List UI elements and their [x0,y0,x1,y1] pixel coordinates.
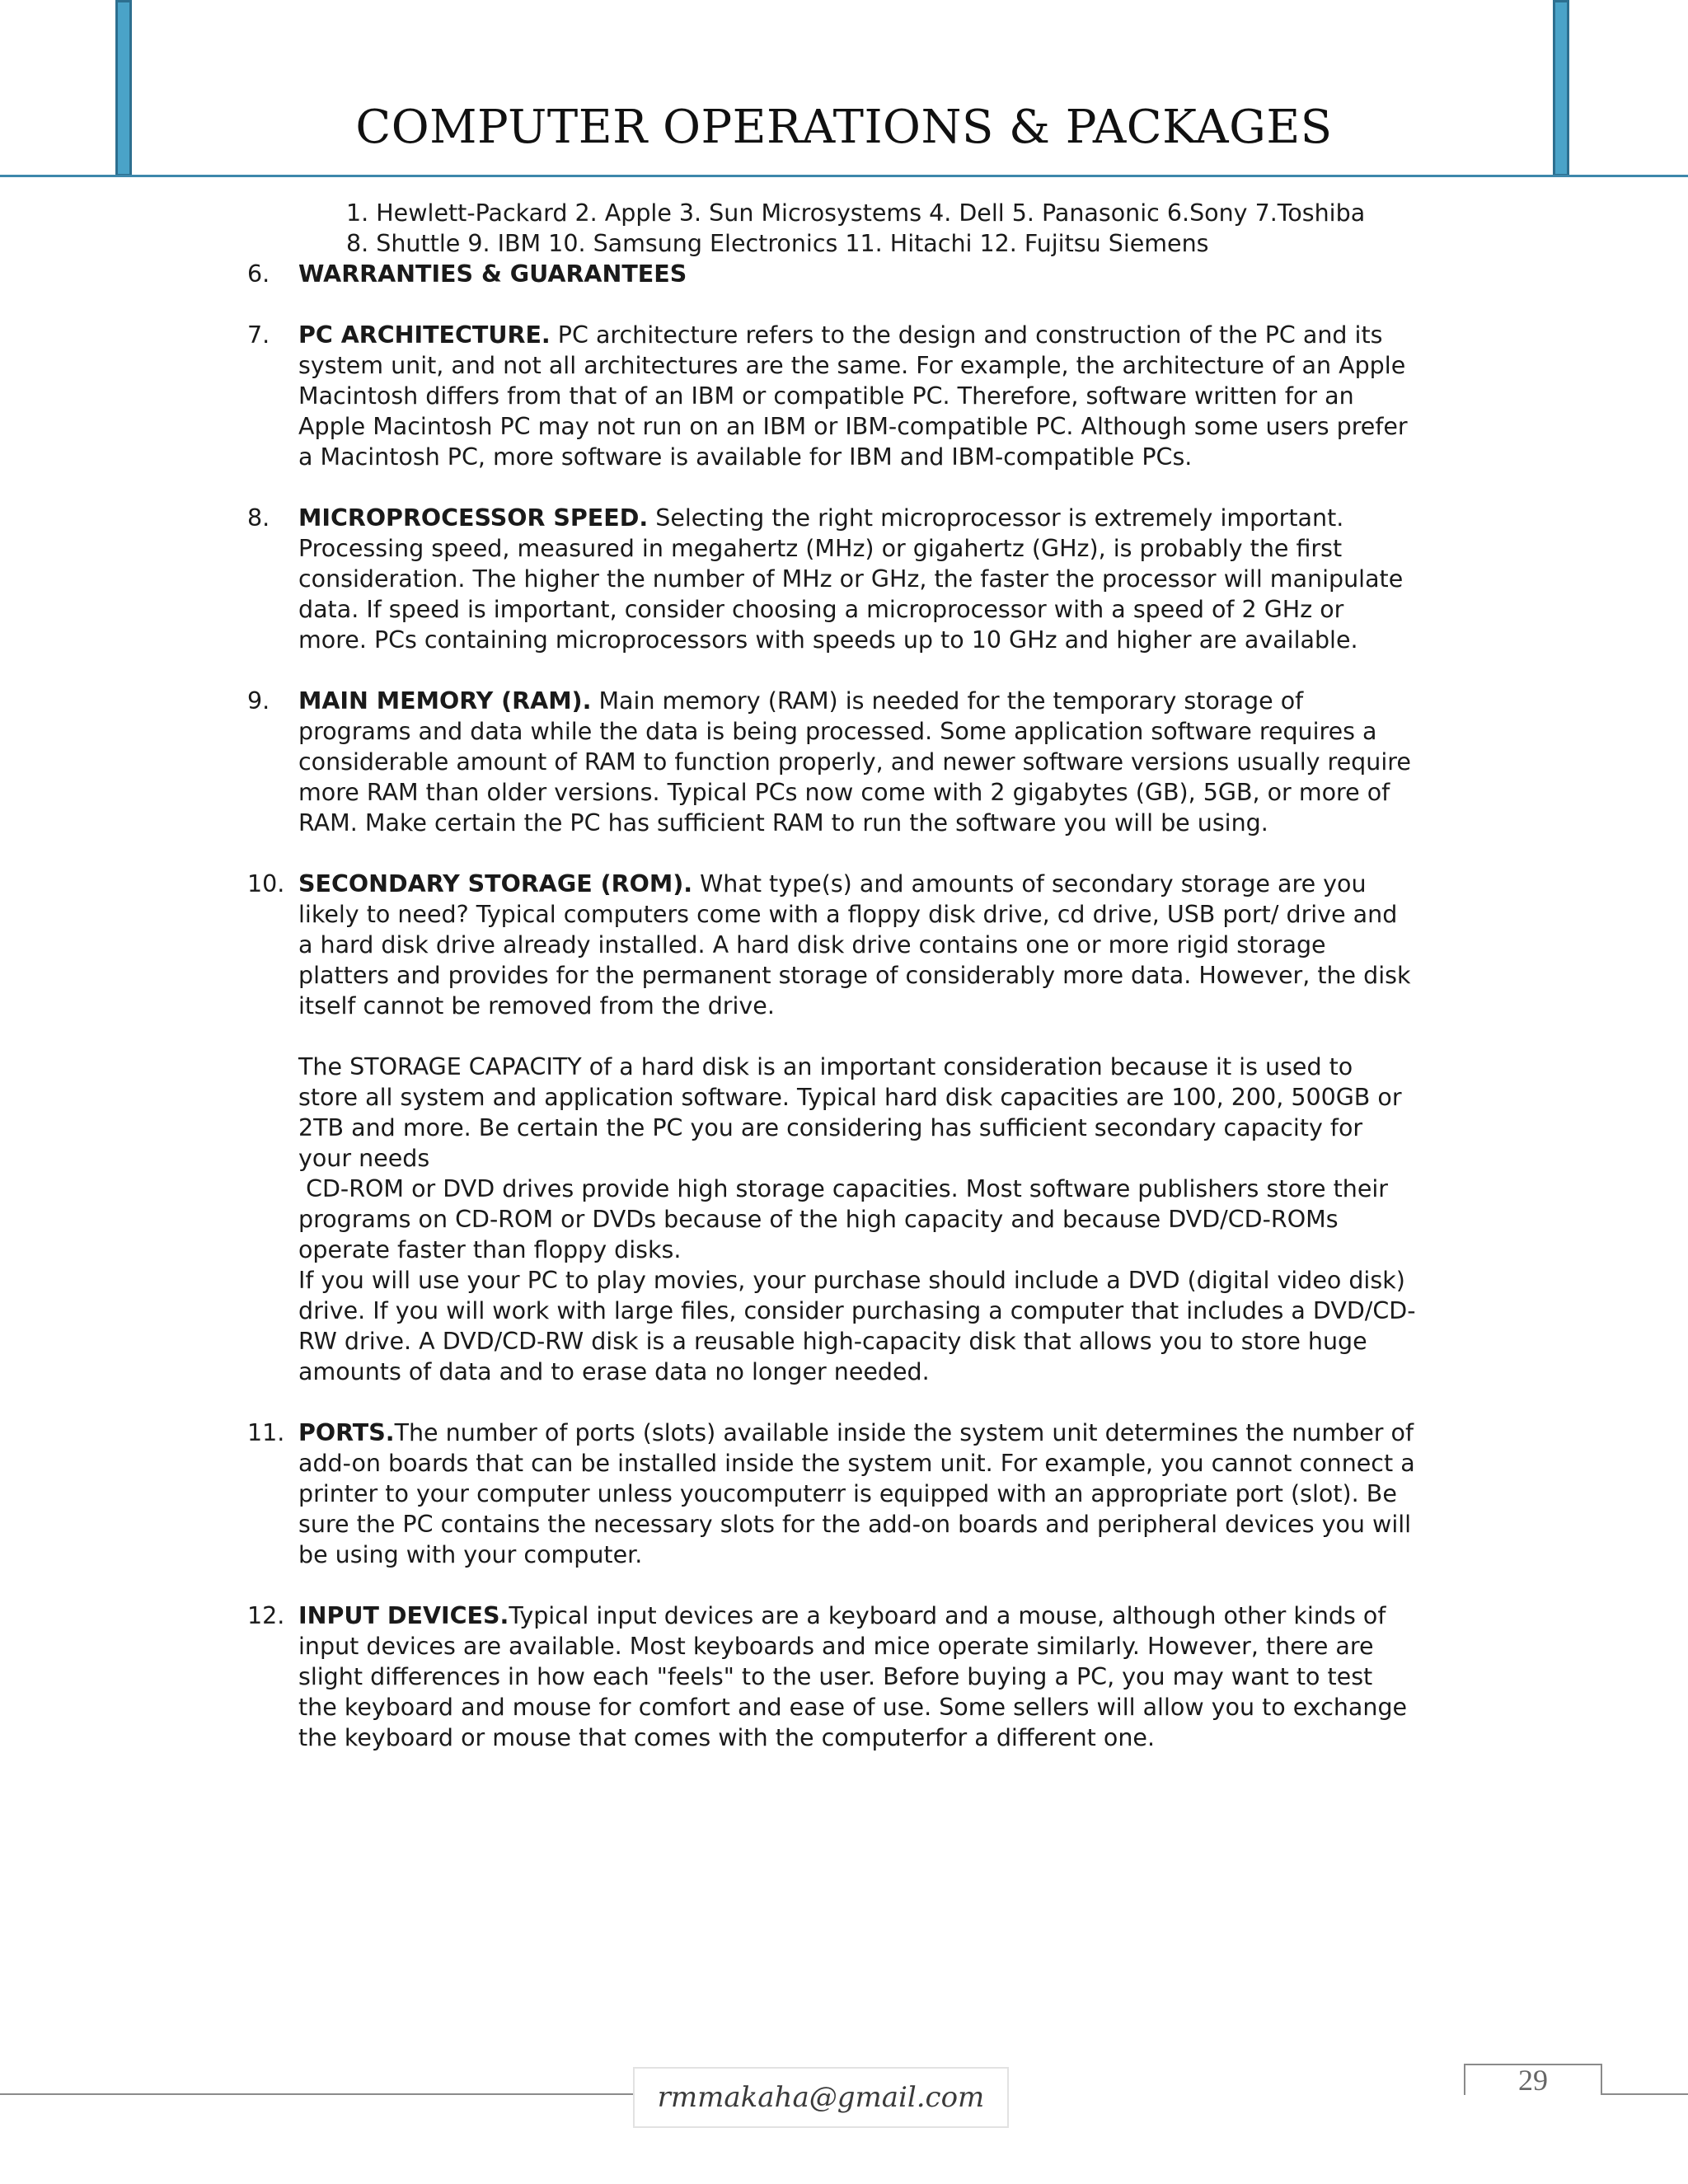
list-item-8 [247,503,1418,655]
list-item-text: The number of ports (slots) available inside the system unit determines the number of add-on boards that can be installed inside the system unit. For example, you cannot connect a printer to your computer unless youcomputerr is equipped with an appropriate port (slot). Be sure the PC contains the necessary slots for the add-on boards and peripheral devices you will be using with your computer. [298,1419,1415,1568]
list-item-12 [247,1601,1418,1753]
list-item-text: Selecting the right microprocessor is extremely important. Processing speed, measured in megahertz (MHz) or gigahertz (GHz), is probably the first consideration. The higher the number of MHz or GHz, the faster the processor will manipulate data. If speed is important, consider choosing a microprocessor with a speed of 2 GHz or more. PCs containing microprocessors with speeds up to 10 GHz and higher are available. [298,504,1404,654]
list-item-number: 9. [247,687,270,715]
list-item-number: 11. [247,1419,285,1446]
list-item-heading: INPUT DEVICES. [298,1602,509,1629]
list-item-number: 8. [247,504,270,532]
brand-list-line-2: 8. Shuttle 9. IBM 10. Samsung Electronics 11. Hitachi 12. Fujitsu Siemens [346,230,1209,257]
list-item-heading: SECONDARY STORAGE (ROM). [298,870,693,898]
brand-list [247,198,1418,259]
list-item-11 [247,1418,1418,1570]
cd-rom-paragraph: CD-ROM or DVD drives provide high storage capacities. Most software publishers store their programs on CD-ROM or DVDs because of the high capacity and because DVD/CD-ROMs operate faster than floppy disks. [298,1175,1396,1263]
list-item-heading: MAIN MEMORY (RAM). [298,687,592,715]
list-item-text: Typical input devices are a keyboard and a mouse, although other kinds of input devices are available. Most keyboards and mice operate similarly. However, there are slight differences in how each "feels" to the user. Before buying a PC, you may want to test the keyboard and mouse for comfort and ease of use. Some sellers will allow you to exchange the keyboard or mouse that comes with the computerfor a different one. [298,1602,1408,1751]
list-item-number: 10. [247,870,285,898]
footer-rule-right [1602,2093,1688,2095]
list-item-text: Main memory (RAM) is needed for the temporary storage of programs and data while the data is being processed. Some application software requires a considerable amount of RAM to function properly, and newer software versions usually require more RAM than older versions. Typical PCs now come with 2 gigabytes (GB), 5GB, or more of RAM. Make certain the PC has sufficient RAM to run the software you will be using. [298,687,1411,837]
storage-capacity-paragraph: The STORAGE CAPACITY of a hard disk is an important consideration because it is used to store all system and application software. Typical hard disk capacities are 100, 200, 500GB or 2TB and more. Be certain the PC you are considering has sufficient secondary capacity for your needs [298,1053,1402,1172]
list-item-number: 6. [247,260,270,288]
brand-list-line-1: 1. Hewlett-Packard 2. Apple 3. Sun Microsystems 4. Dell 5. Panasonic 6.Sony 7.Toshiba [346,199,1366,227]
dvd-paragraph: If you will use your PC to play movies, your purchase should include a DVD (digital video disk) drive. If you will work with large files, consider purchasing a computer that includes a DVD/CD-RW drive. A DVD/CD-RW disk is a reusable high-capacity disk that allows you to store huge amounts of data and to erase data no longer needed. [298,1267,1416,1385]
list-item-text: PC architecture refers to the design and construction of the PC and its system unit, and not all architectures are the same. For example, the architecture of an Apple Macintosh differs from that of an IBM or compatible PC. Therefore, software written for an Apple Macintosh PC may not run on an IBM or IBM-compatible PC. Although some users prefer a Macintosh PC, more software is available for IBM and IBM-compatible PCs. [298,321,1408,471]
list-item-heading: PC ARCHITECTURE. [298,321,551,349]
document-body [247,198,1418,1753]
page-number: 29 [1464,2064,1602,2095]
list-item-7 [247,320,1418,472]
header-divider [0,175,1688,177]
list-item-heading: MICROPROCESSOR SPEED. [298,504,649,532]
list-item-number: 12. [247,1602,285,1629]
list-item-9 [247,686,1418,838]
footer-rule-left [0,2093,635,2095]
list-item-6 [247,259,1418,289]
list-item-number: 7. [247,321,270,349]
list-item-heading: WARRANTIES & GUARANTEES [298,260,687,288]
page-title: COMPUTER OPERATIONS & PACKAGES [355,101,1333,154]
footer-email: rmmakaha@gmail.com [633,2067,1009,2128]
list-item-heading: PORTS. [298,1419,395,1446]
list-item-text: What type(s) and amounts of secondary storage are you likely to need? Typical computers come with a floppy disk drive, cd drive, USB port/ drive and a hard disk drive already installed. A hard disk drive contains one or more rigid storage platters and provides for the permanent storage of considerably more data. However, the disk itself cannot be removed from the drive. [298,870,1411,1019]
list-item-10 [247,869,1418,1387]
